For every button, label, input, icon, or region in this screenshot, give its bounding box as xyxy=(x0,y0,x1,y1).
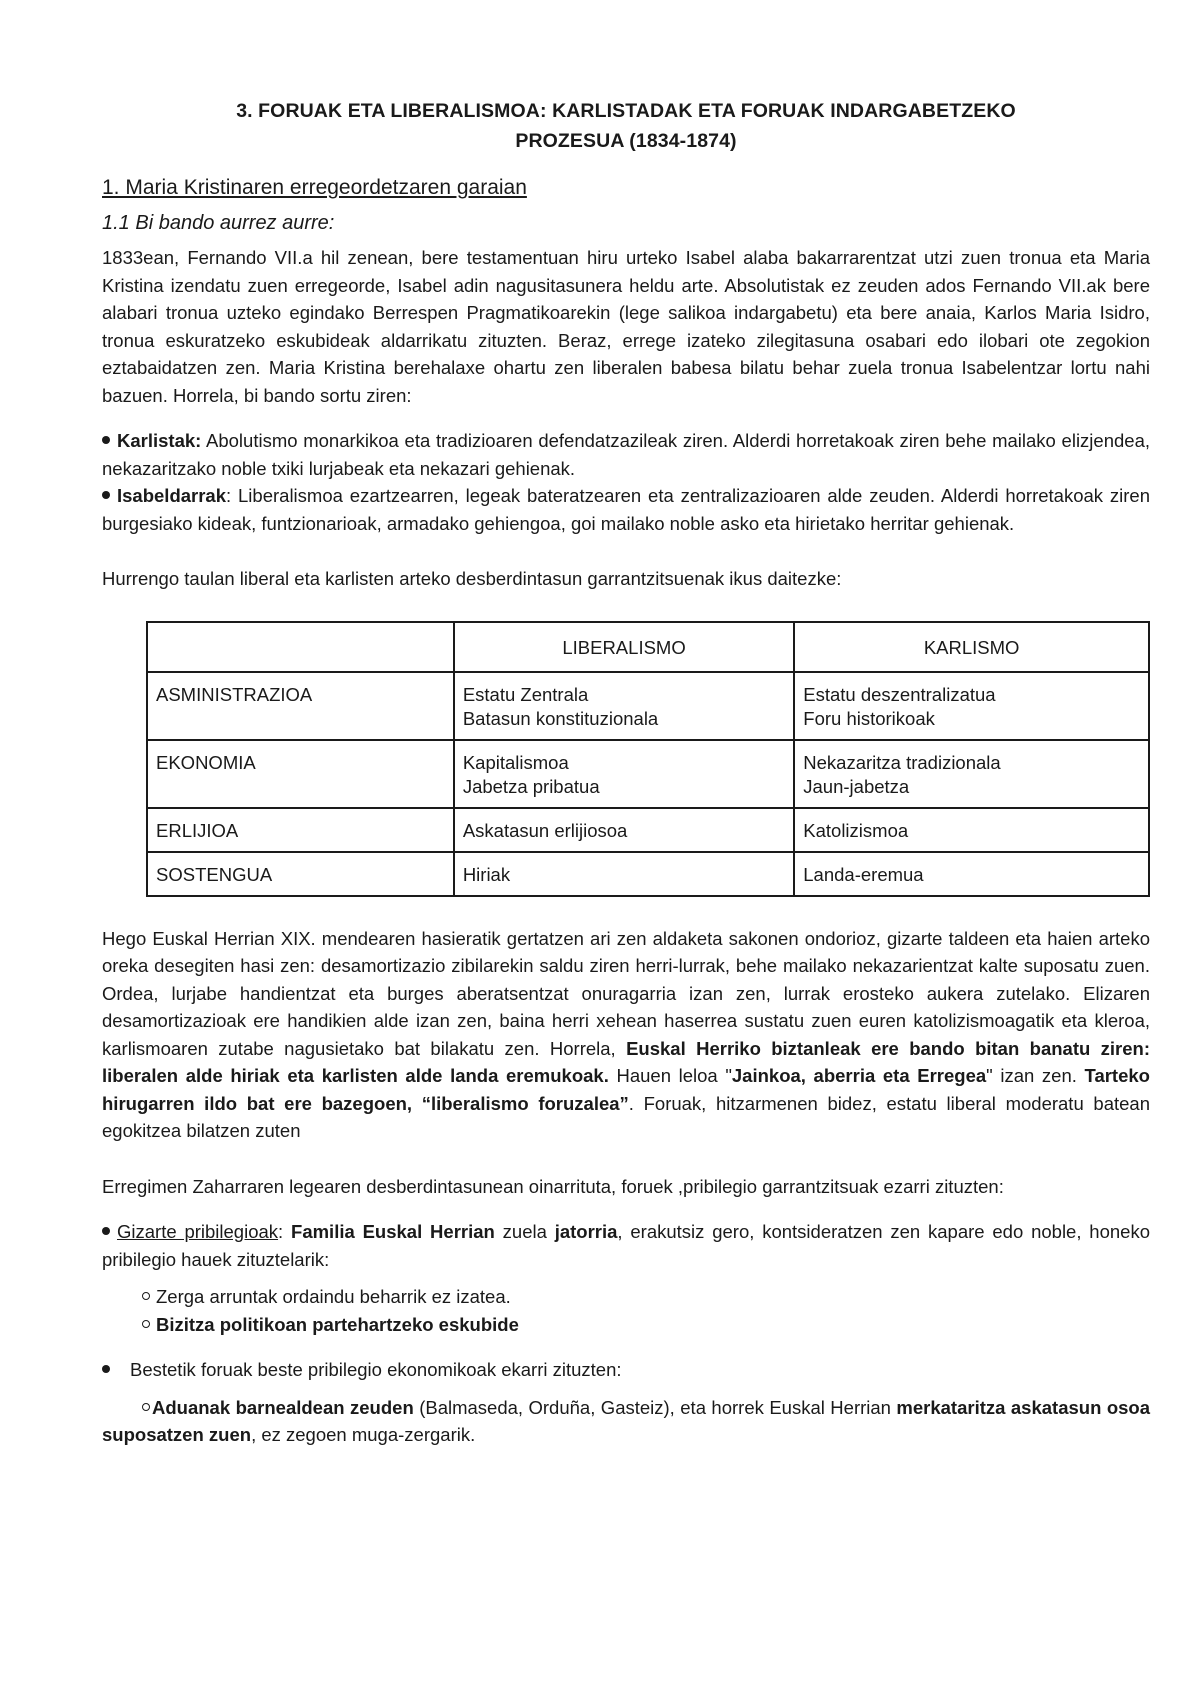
text-run: : xyxy=(278,1221,292,1242)
row-label: EKONOMIA xyxy=(147,740,454,808)
document-page xyxy=(102,96,1150,1449)
bold-run: Bizitza politikoan partehartzeko eskubide xyxy=(156,1313,519,1335)
cell-line: Nekazaritza tradizionala xyxy=(803,751,1001,773)
table-header-karlismo: KARLISMO xyxy=(794,622,1149,672)
liberalismo-cell xyxy=(454,740,794,808)
section-heading-1: 1. Maria Kristinaren erregeordetzaren garaian xyxy=(102,176,527,199)
cell-line: Kapitalismoa xyxy=(462,751,569,773)
karlismo-cell: Katolizismoa xyxy=(794,808,1149,852)
bullet-bestetik xyxy=(102,1356,1150,1384)
liberalismo-cell xyxy=(454,672,794,740)
text-run: , ez zegoen muga-zergarik. xyxy=(251,1424,476,1445)
bold-run: Jainkoa, aberria eta Erregea xyxy=(731,1065,987,1086)
comparison-table xyxy=(146,621,1150,897)
bold-run: merkataritza askatasun osoa suposatzen zuen xyxy=(102,1396,1150,1445)
bold-run: Euskal Herriko biztanleak ere bando bitan banatu ziren: liberalen alde hiriak eta karlisten alde landa eremukoak. xyxy=(102,1037,1150,1086)
bold-run: jatorria xyxy=(554,1221,618,1242)
table-header-empty xyxy=(147,622,454,672)
isabeldarrak-text: : Liberalismoa ezartzearren, legeak bateratzearen eta zentralizazioaren alde zeuden. Alderdi horretakoak ziren burgesiako kideak, funtzionarioak, armadako gehiengoa, goi mailako noble asko eta hirietako herritar gehienak. xyxy=(102,485,1150,534)
karlistak-label: Karlistak: xyxy=(117,430,202,451)
text-run: , erakutsiz gero, kontsideratzen zen kapare edo noble, honeko pribilegio hauek zituztelarik: xyxy=(102,1221,1151,1270)
document-title xyxy=(102,96,1150,156)
sub-bullet-bizitza-politikoa xyxy=(102,1311,1150,1339)
bullet-icon xyxy=(102,491,110,499)
karlistak-text: Abolutismo monarkikoa eta tradizioaren defendatzazileak ziren. Alderdi horretakoak ziren behe mailako elizjendea, nekazaritzako noble txiki lurjabeak eta nekazari gehienak. xyxy=(102,430,1150,479)
karlismo-cell xyxy=(794,672,1149,740)
circle-bullet-icon xyxy=(142,1320,150,1328)
bold-run: Aduanak barnealdean zeuden xyxy=(152,1396,414,1418)
text-run: " izan zen. xyxy=(986,1065,1085,1086)
table-header-liberalismo: LIBERALISMO xyxy=(454,622,794,672)
table-row xyxy=(147,808,1149,852)
circle-bullet-icon xyxy=(142,1403,150,1411)
text-run: . Foruak, hitzarmenen bidez, estatu liberal moderatu batean egokitzea bilatzen zuten xyxy=(102,1092,1150,1141)
bullet-karlistak xyxy=(102,427,1150,482)
table-row xyxy=(147,672,1149,740)
liberalismo-cell: Askatasun erlijiosoa xyxy=(454,808,794,852)
text-run: (Balmaseda, Orduña, Gasteiz), eta horrek Euskal Herrian xyxy=(413,1396,897,1418)
row-label: SOSTENGUA xyxy=(147,852,454,896)
bullet-gizarte-pribilegioak xyxy=(102,1218,1150,1273)
circle-bullet-icon xyxy=(142,1292,150,1300)
bullet-icon xyxy=(102,1365,110,1373)
paragraph-intro: 1833ean, Fernando VII.a hil zenean, bere testamentuan hiru urteko Isabel alaba bakarrarentzat utzi zuen tronua eta Maria Kristina izendatu zuen erregeorde, Isabel adin nagusitasunera heldu arte. Absolutistak ez zeuden ados Fernando VII.ak bere alabari tronua uzteko egindako Berrespen Pragmatikoarekin (lege salikoa indargabetu) eta bere anaia, Karlos Maria Isidro, tronua eskuratzeko eskubideak aldarrikatu zituzten. Beraz, errege izateko zilegitasuna osabari edo ilobari ote zegokion eztabaidatzen zen. Maria Kristina berehalaxe ohartu zen liberalen babesa bilatu behar zuela tronua Isabelentzar lortu nahi bazuen. Horrela, bi bando sortu ziren: xyxy=(102,247,1150,406)
paragraph-aduanak xyxy=(102,1394,1150,1449)
table-row xyxy=(147,740,1149,808)
table-header-row xyxy=(147,622,1149,672)
title-line-2: PROZESUA (1834-1874) xyxy=(515,130,737,152)
cell-line: Estatu Zentrala xyxy=(462,683,589,705)
karlismo-cell xyxy=(794,740,1149,808)
cell-line: Estatu deszentralizatua xyxy=(803,683,996,705)
cell-line: Batasun konstituzionala xyxy=(462,707,659,729)
bold-run: Tarteko hirugarren ildo bat ere bazegoen, “liberalismo foruzalea” xyxy=(102,1065,1150,1114)
cell-line: Foru historikoak xyxy=(803,707,935,729)
cell-line: Jabetza pribatua xyxy=(462,775,600,797)
text-run: Zerga arruntak ordaindu beharrik ez izatea. xyxy=(156,1286,511,1307)
paragraph-hego-euskal-herria xyxy=(102,925,1150,1145)
table-intro: Hurrengo taulan liberal eta karlisten arteko desberdintasun garrantzitsuenak ikus daitezke: xyxy=(102,568,842,589)
table-row xyxy=(147,852,1149,896)
subsection-heading-1-1: 1.1 Bi bando aurrez aurre: xyxy=(102,212,335,234)
liberalismo-cell: Hiriak xyxy=(454,852,794,896)
row-label: ASMINISTRAZIOA xyxy=(147,672,454,740)
text-run: Hauen leloa " xyxy=(608,1065,732,1086)
bullet-isabeldarrak xyxy=(102,482,1150,537)
text-run: Hego Euskal Herrian XIX. mendearen hasieratik gertatzen ari zen aldaketa sakonen ondorioz, gizarte taldeen eta haien arteko oreka desegiten hasi zen: desamortizazio zibilarekin saldu ziren herri-lurrak, behe mailako nekazarientzat kalte suposatu zuen. Ordea, lurjabe handientzat eta burges aberatsentzat onuragarria izan zen, lurrak erosteko aukera zutelako. Elizaren desamortizazioak ere handikien alde izan zen, baina herri xehean haserrea sustatu zuen euren katolizismoagatik eta kleroa, karlismoaren zutabe nagusietako bat bilakatu zen. Horrela, xyxy=(102,927,1150,1059)
text-run: Bestetik foruak beste pribilegio ekonomikoak ekarri zituzten: xyxy=(130,1359,622,1380)
title-line-1: 3. FORUAK ETA LIBERALISMOA: KARLISTADAK ETA FORUAK INDARGABETZEKO xyxy=(236,100,1016,122)
karlismo-cell: Landa-eremua xyxy=(794,852,1149,896)
bullet-icon xyxy=(102,1227,110,1235)
sub-bullet-zerga xyxy=(102,1283,1150,1311)
cell-line: Jaun-jabetza xyxy=(803,775,910,797)
isabeldarrak-label: Isabeldarrak xyxy=(117,485,227,506)
paragraph-erregimen-zaharra: Erregimen Zaharraren legearen desberdintasunean oinarrituta, foruek ,pribilegio garrantzitsuak ezarri zituzten: xyxy=(102,1175,1004,1197)
gizarte-label: Gizarte pribilegioak xyxy=(117,1221,279,1242)
bold-run: Familia Euskal Herrian xyxy=(291,1221,495,1242)
bullet-icon xyxy=(102,436,110,444)
row-label: ERLIJIOA xyxy=(147,808,454,852)
text-run: zuela xyxy=(494,1221,555,1242)
